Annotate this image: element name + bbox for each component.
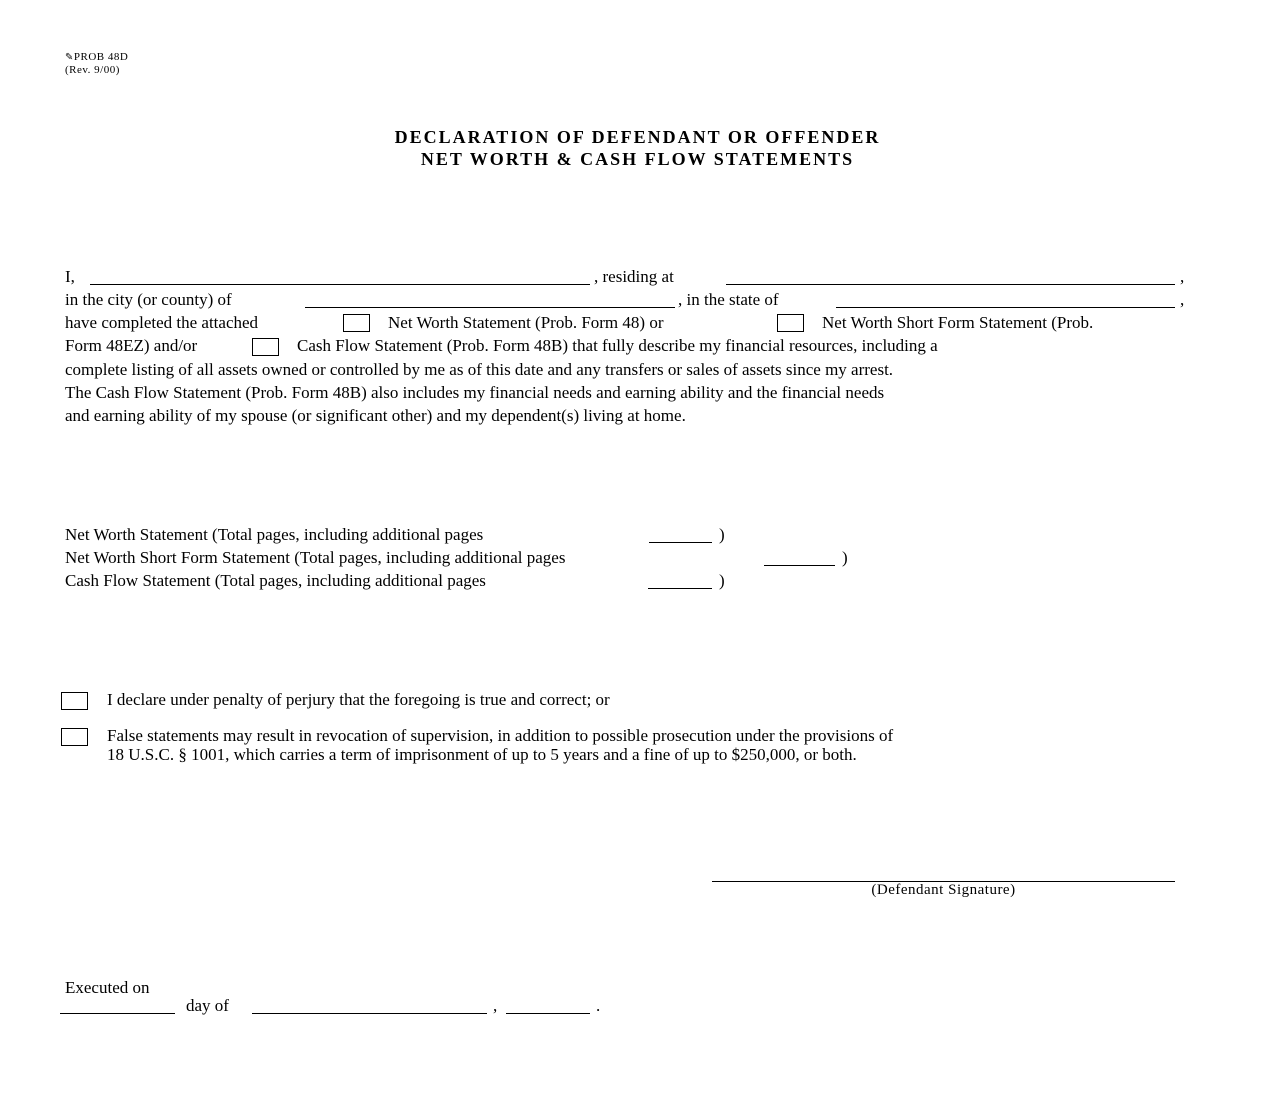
short-form-pages-field[interactable] xyxy=(764,565,835,566)
paren: ) xyxy=(719,525,725,544)
cash-flow-checkbox[interactable] xyxy=(252,338,279,356)
form-revision: (Rev. 9/00) xyxy=(65,64,120,76)
net-worth-pages-label: Net Worth Statement (Total pages, including additional pages xyxy=(65,525,484,544)
pencil-icon: ✎ xyxy=(65,52,74,63)
false-statement-text: 18 U.S.C. § 1001, which carries a term of imprisonment of up to 5 years and a fine of up to $250,000, or both. xyxy=(107,745,857,764)
paren: ) xyxy=(719,571,725,590)
signature-label: (Defendant Signature) xyxy=(871,882,1016,898)
perjury-statement: I declare under penalty of perjury that the foregoing is true and correct; or xyxy=(107,690,610,709)
day-of-label: day of xyxy=(186,996,229,1015)
net-worth-checkbox[interactable] xyxy=(343,314,370,332)
city-label: in the city (or county) of xyxy=(65,290,232,309)
declaration-text: and earning ability of my spouse (or significant other) and my dependent(s) living at home. xyxy=(65,406,686,425)
comma: , xyxy=(1180,267,1185,286)
state-label: , in the state of xyxy=(678,290,779,309)
comma: , xyxy=(493,996,498,1015)
short-form-checkbox[interactable] xyxy=(777,314,804,332)
form-number: ✎PROB 48D xyxy=(65,51,129,63)
false-statement-checkbox[interactable] xyxy=(61,728,88,746)
execution-year-field[interactable] xyxy=(506,1013,590,1014)
false-statement-text: False statements may result in revocation of supervision, in addition to possible prosecution under the provisions of xyxy=(107,726,894,745)
declaration-text: complete listing of all assets owned or controlled by me as of this date and any transfers or sales of assets since my arrest. xyxy=(65,360,894,379)
name-field[interactable] xyxy=(90,284,590,285)
state-field[interactable] xyxy=(836,307,1175,308)
paren: ) xyxy=(842,548,848,567)
execution-month-field[interactable] xyxy=(252,1013,487,1014)
executed-label: Executed on xyxy=(65,978,150,997)
declaration-text: The Cash Flow Statement (Prob. Form 48B) also includes my financial needs and earning ability and the financial needs xyxy=(65,383,885,402)
page-subtitle: NET WORTH & CASH FLOW STATEMENTS xyxy=(420,149,855,169)
residing-at-label: , residing at xyxy=(594,267,674,286)
net-worth-option-label: Net Worth Statement (Prob. Form 48) or xyxy=(388,313,664,332)
comma: , xyxy=(1180,290,1185,309)
cash-flow-pages-field[interactable] xyxy=(648,588,712,589)
perjury-checkbox[interactable] xyxy=(61,692,88,710)
net-worth-pages-field[interactable] xyxy=(649,542,712,543)
declarant-prefix: I, xyxy=(65,267,75,286)
short-form-pages-label: Net Worth Short Form Statement (Total pages, including additional pages xyxy=(65,548,566,567)
completed-label: have completed the attached xyxy=(65,313,259,332)
page-title: DECLARATION OF DEFENDANT OR OFFENDER xyxy=(394,127,881,147)
short-form-option-label: Net Worth Short Form Statement (Prob. xyxy=(822,313,1094,332)
period: . xyxy=(596,996,601,1015)
address-field[interactable] xyxy=(726,284,1175,285)
short-form-option-cont: Form 48EZ) and/or xyxy=(65,336,198,355)
cash-flow-option-label: Cash Flow Statement (Prob. Form 48B) that fully describe my financial resources, including a xyxy=(297,336,938,355)
cash-flow-pages-label: Cash Flow Statement (Total pages, including additional pages xyxy=(65,571,486,590)
execution-day-field[interactable] xyxy=(60,1013,175,1014)
city-field[interactable] xyxy=(305,307,675,308)
